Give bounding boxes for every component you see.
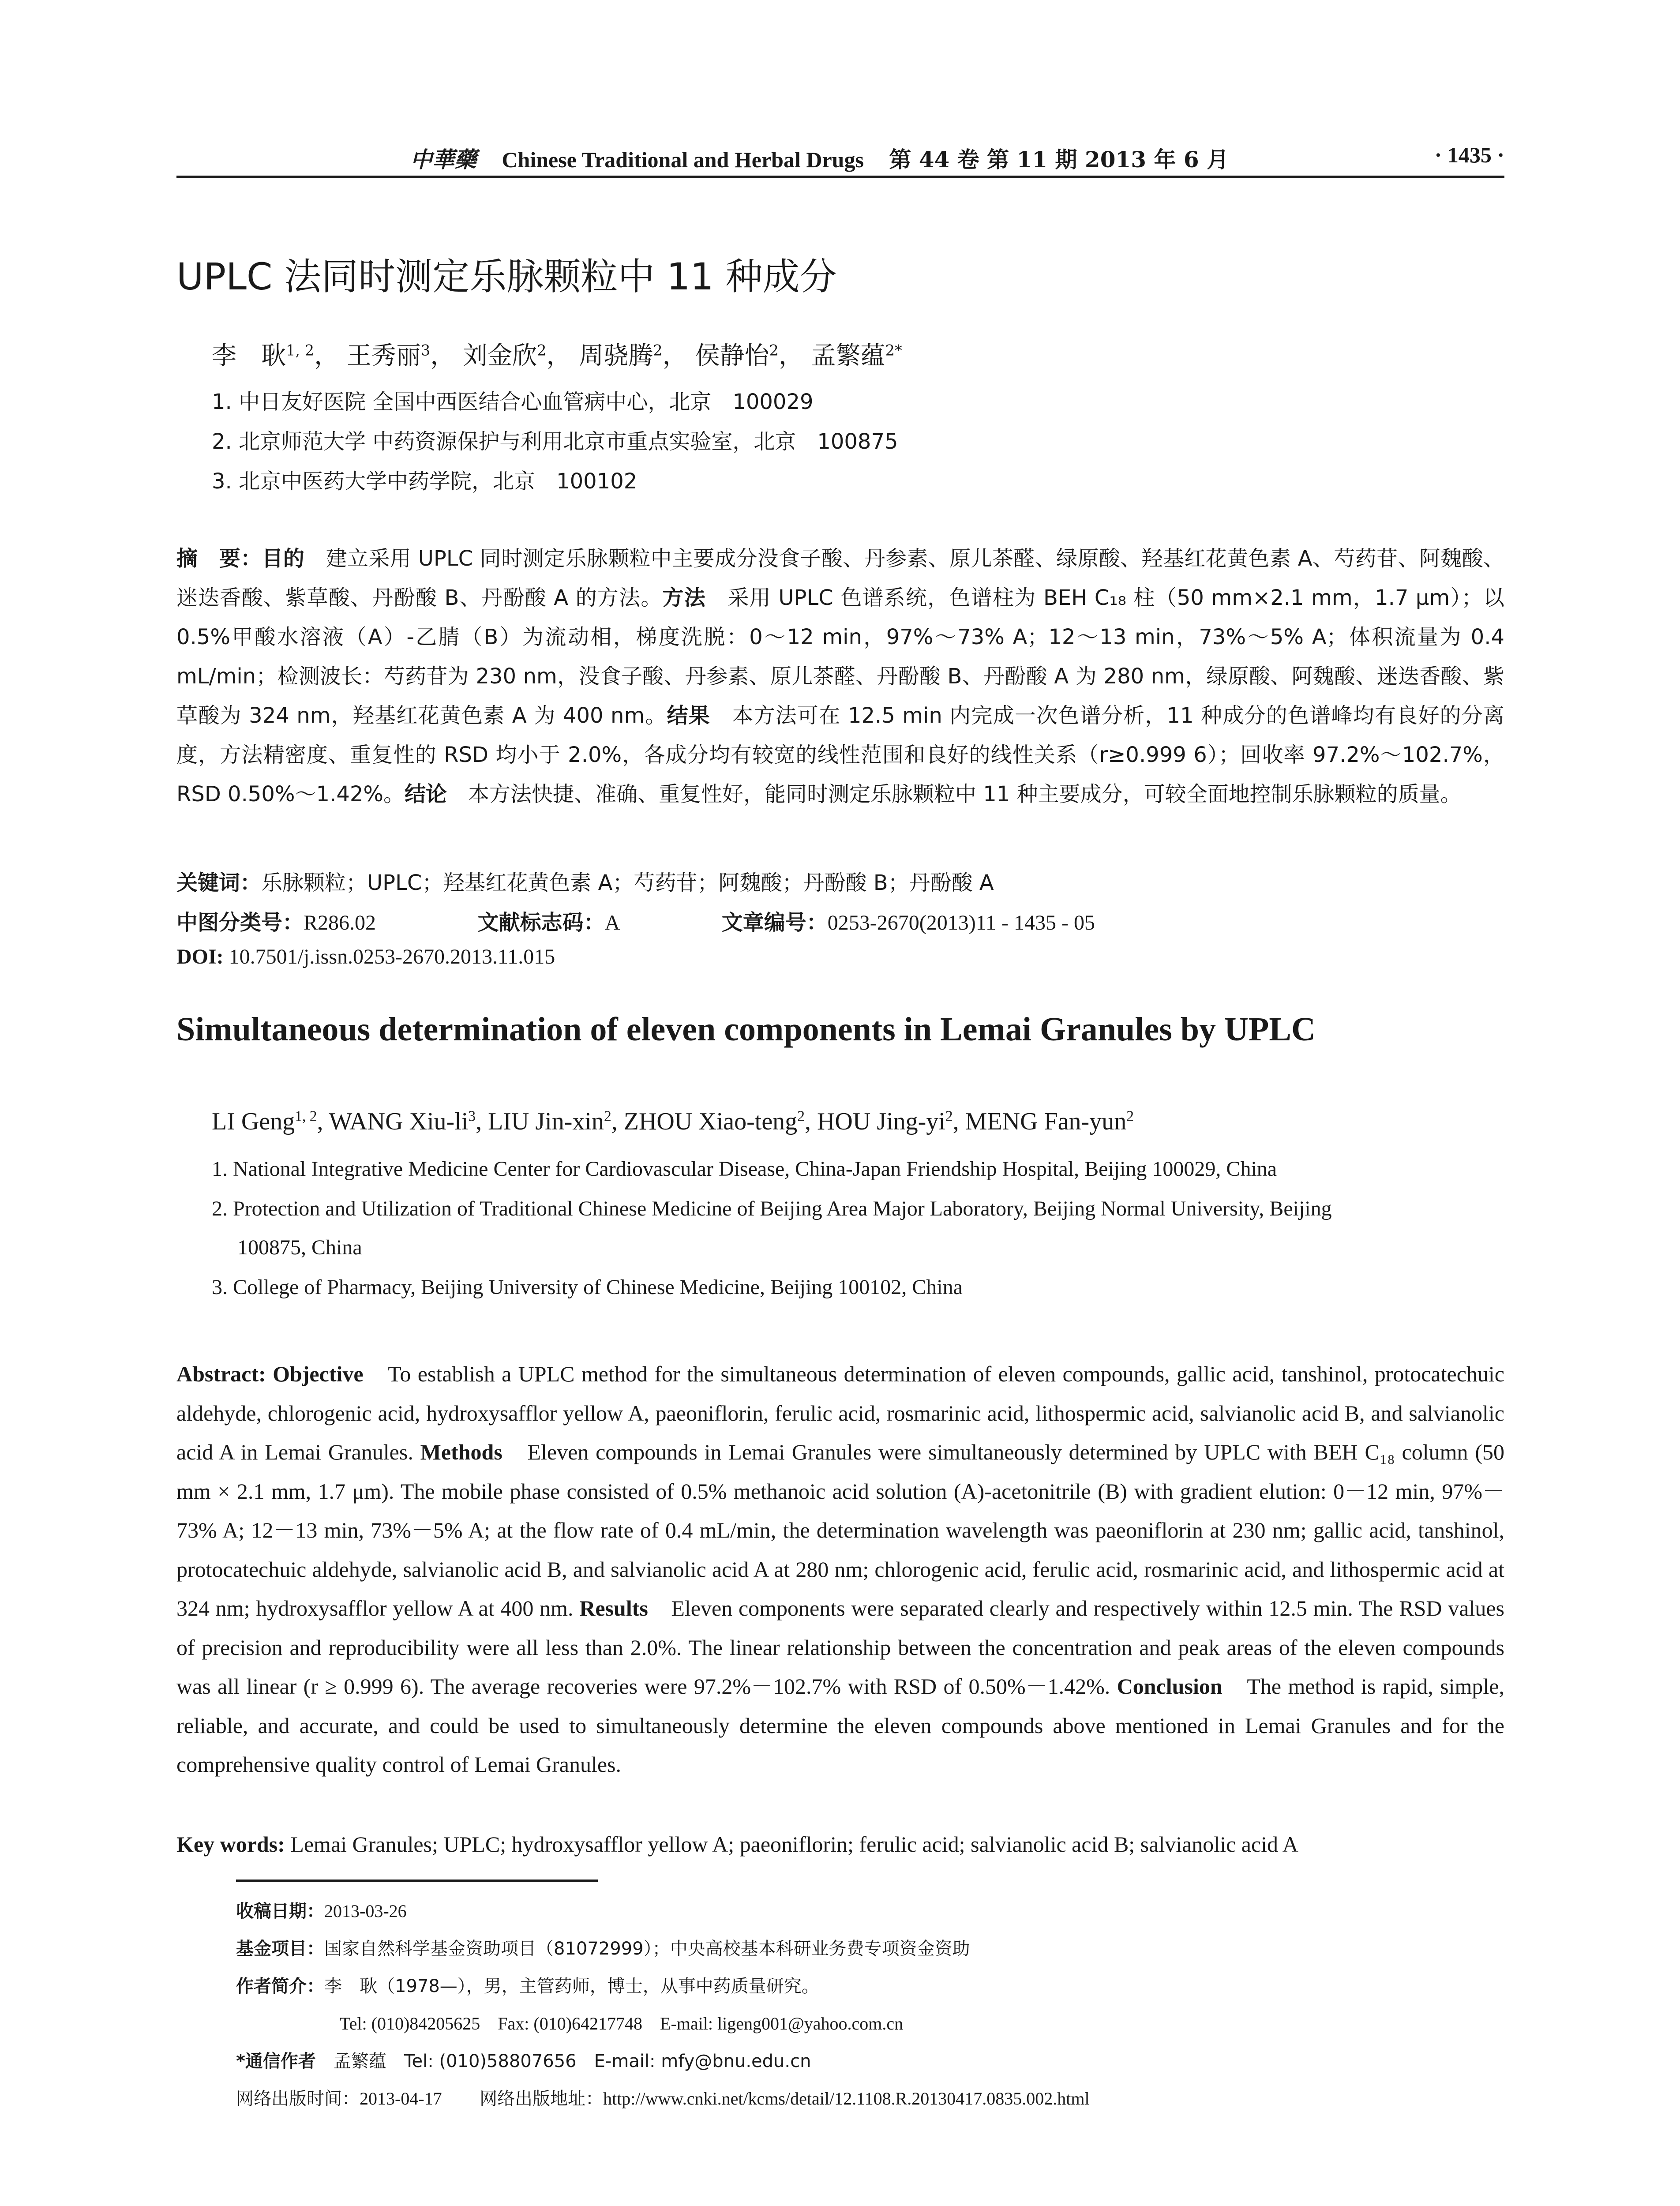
results-en-text: Eleven components were separated clearly and respectively within 12.5 min. The RSD values of precision and reproducibility were all less than 2.0%. The linear relationship between the concentration and peak areas of the eleven compounds was all linear (r ≥ 0.999 6). The average recoveries were 97.2%－102.7% with RSD of 0.50%－1.42%. [176, 1596, 1504, 1699]
author-en: HOU Jing-yi [817, 1108, 945, 1135]
methods-en-label: Methods [420, 1440, 502, 1464]
methods-label: 方法 [662, 585, 706, 610]
author-cn: 侯静怡 [695, 341, 769, 370]
author-cn: 周骁腾 [579, 341, 653, 370]
abstract-en [176, 1354, 1504, 1784]
journal-issue: 第 44 卷 第 11 期 2013 年 6 月 [889, 146, 1229, 173]
keywords-en-text: Lemai Granules; UPLC; hydroxysafflor yellow A; paeoniflorin; ferulic acid; salvianolic acid B; salvianolic acid A [285, 1832, 1298, 1857]
journal-info [410, 142, 1229, 174]
footnote-fund: 基金项目：国家自然科学基金资助项目（81072999）；中央高校基本科研业务费专项资金资助 [236, 1939, 970, 1959]
abstract-cn-label: 摘 要： [176, 546, 262, 571]
keywords-cn-text: 乐脉颗粒；UPLC；羟基红花黄色素 A；芍药苷；阿魏酸；丹酚酸 B；丹酚酸 A [261, 870, 994, 895]
article-number-label: 文章编号： [721, 910, 828, 935]
doi-line [176, 944, 555, 969]
results-en-label: Results [579, 1596, 648, 1621]
affiliation-en-2: 2. Protection and Utilization of Traditional Chinese Medicine of Beijing Area Major Laboratory, Beijing Normal University, Beijing [212, 1197, 1332, 1220]
abstract-en-label: Abstract: Objective [176, 1362, 364, 1386]
objective-text: 建立采用 UPLC 同时测定乐脉颗粒中主要成分没食子酸、丹参素、原儿茶醛、绿原酸、羟基红花黄色素 A、芍药苷、阿魏酸、迷迭香酸、紫草酸、丹酚酸 B、丹酚酸 A 的方法。 [176, 546, 1504, 610]
affiliation-cn-1: 1. 中日友好医院 全国中西医结合心血管病中心，北京 100029 [212, 390, 814, 414]
footnote-online: 网络出版时间：2013-04-17 网络出版地址：http://www.cnki.net/kcms/detail/12.1108.R.20130417.0835.002.html [236, 2089, 1090, 2109]
author-en: WANG Xiu-li [329, 1108, 469, 1135]
affiliation-en-2-cont: 100875, China [237, 1236, 362, 1259]
results-text: 本方法可在 12.5 min 内完成一次色谱分析，11 种成分的色谱峰均有良好的分离度，方法精密度、重复性的 RSD 均小于 2.0%，各成分均有较宽的线性范围和良好的线性关系（r≥0.999 6）；回收率 97.2%～102.7%，RSD 0.50%～1.42%。 [176, 703, 1504, 807]
conclusion-label: 结论 [405, 782, 447, 807]
author-cn: 李 耿 [212, 341, 286, 370]
online-url-link[interactable]: http://www.cnki.net/kcms/detail/12.1108.R.20130417.0835.002.html [603, 2089, 1090, 2108]
author-en: ZHOU Xiao-teng [623, 1108, 798, 1135]
title-en: Simultaneous determination of eleven components in Lemai Granules by UPLC [176, 1011, 1316, 1048]
footnote-received: 收稿日期：2013-03-26 [236, 1901, 407, 1921]
page-number: · 1435 · [1434, 143, 1504, 167]
abstract-cn [176, 539, 1504, 814]
author-en: MENG Fan-yun [965, 1108, 1127, 1135]
methods-text: 采用 UPLC 色谱系统，色谱柱为 BEH C₁₈ 柱（50 mm×2.1 mm，1.7 μm）；以 0.5%甲酸水溶液（A）-乙腈（B）为流动相，梯度洗脱：0～12 min，97%～73% A；12～13 min，73%～5% A；体积流量为 0.4 mL/min；检测波长：芍药苷为 230 nm，没食子酸、丹参素、原儿茶醛、丹酚酸 B、丹酚酸 A 为 280 nm，绿原酸、阿魏酸、迷迭香酸、紫草酸为 324 nm，羟基红花黄色素 A 为 400 nm。 [176, 585, 1504, 728]
clc-value: R286.02 [304, 911, 376, 934]
conclusion-text: 本方法快捷、准确、重复性好，能同时测定乐脉颗粒中 11 种主要成分，可较全面地控制乐脉颗粒的质量。 [447, 782, 1462, 807]
footnote-author-contact: Tel: (010)84205625 Fax: (010)64217748 E-mail: ligeng001@yahoo.com.cn [340, 2014, 904, 2033]
author-cn: 刘金欣 [463, 341, 537, 370]
conclusion-en-text: The method is rapid, simple, reliable, and accurate, and could be used to simultaneously determine the eleven compounds above mentioned in Lemai Granules and for the comprehensive quality control of Lemai Granules. [176, 1674, 1505, 1777]
affiliation-en-3: 3. College of Pharmacy, Beijing University of Chinese Medicine, Beijing 100102, China [212, 1276, 963, 1299]
affiliation-cn-2: 2. 北京师范大学 中药资源保护与利用北京市重点实验室，北京 100875 [212, 429, 898, 454]
authors-en: LI Geng$^{1, 2}$, WANG Xiu-$li^3$, LIU Jin-xin$^2$, ZHOU Xiao-teng$^2$, HOU Jing-$yi^2$, MENG Fan-yun$^2$ [212, 1108, 1134, 1135]
affiliation-cn-3: 3. 北京中医药大学中药学院，北京 100102 [212, 469, 638, 494]
author-en: LIU Jin-xin [488, 1108, 604, 1135]
results-label: 结果 [667, 703, 711, 728]
conclusion-en-label: Conclusion [1117, 1674, 1222, 1699]
article-number-value: 0253-2670(2013)11 - 1435 - 05 [827, 911, 1095, 934]
objective-label: 目的 [262, 546, 305, 571]
author-cn: 孟繁蕴 [811, 341, 885, 370]
journal-logo-cn: 中華藥 [410, 146, 476, 173]
doc-code-value: A [604, 911, 620, 934]
footnote-corresponding: *通信作者 孟繁蕴 Tel: (010)58807656 E-mail: mfy@bnu.edu.cn [236, 2051, 811, 2071]
running-header [176, 140, 1504, 178]
methods-en-text: Eleven compounds in Lemai Granules were simultaneously determined by UPLC with BEH C₁₈ column (50 mm × 2.1 mm, 1.7 μm). The mobile phase consisted of 0.5% methanoic acid solution (A)-acetonitrile (B) with gradient elution: 0－12 min, 97%－73% A; 12－13 min, 73%－5% A; at the flow rate of 0.4 mL/min, the determination wavelength was paeoniflorin at 230 nm; gallic acid, tanshinol, protocatechuic aldehyde, salvianolic acid B, and salvianolic acid A at 280 nm; chlorogenic acid, ferulic acid, rosmarinic acid, and lithospermic acid at 324 nm; hydroxysafflor yellow A at 400 nm. [176, 1440, 1504, 1621]
author-cn: 王秀丽 [346, 341, 421, 370]
doi-link[interactable]: 10.7501/j.issn.0253-2670.2013.11.015 [223, 945, 555, 968]
doc-code-label: 文献标志码： [477, 910, 605, 935]
footnote-author: 作者简介：李 耿（1978—），男，主管药师，博士，从事中药质量研究。 [236, 1976, 819, 1996]
affiliation-en-1: 1. National Integrative Medicine Center for Cardiovascular Disease, China-Japan Friendship Hospital, Beijing 100029, China [212, 1157, 1277, 1181]
footnote-divider [236, 1880, 598, 1882]
title-cn: UPLC 法同时测定乐脉颗粒中 11 种成分 [176, 255, 837, 298]
keywords-en-label: Key words: [176, 1832, 285, 1857]
author-en: LI Geng [212, 1108, 295, 1135]
keywords-cn [176, 866, 994, 896]
objective-en-text: To establish a UPLC method for the simultaneous determination of eleven compounds, gallic acid, tanshinol, protocatechuic aldehyde, chlorogenic acid, hydroxysafflor yellow A, paeoniflorin, ferulic acid, rosmarinic acid, lithospermic acid, salvianolic acid B, and salvianolic acid A in Lemai Granules. [176, 1362, 1504, 1464]
authors-cn: 李 耿$^{1, 2}$， 王秀丽$^3$， 刘金欣$^2$， 周骁腾$^2$， 侯静怡$^2$， 孟繁蕴$^{2*}$ [212, 341, 902, 370]
journal-name-en: Chinese Traditional and Herbal Drugs [502, 147, 864, 172]
clc-label: 中图分类号： [176, 910, 304, 935]
classification-line [176, 905, 1095, 936]
keywords-en [176, 1825, 1504, 1864]
keywords-cn-label: 关键词： [176, 870, 262, 895]
doi-label: DOI: [176, 945, 224, 968]
